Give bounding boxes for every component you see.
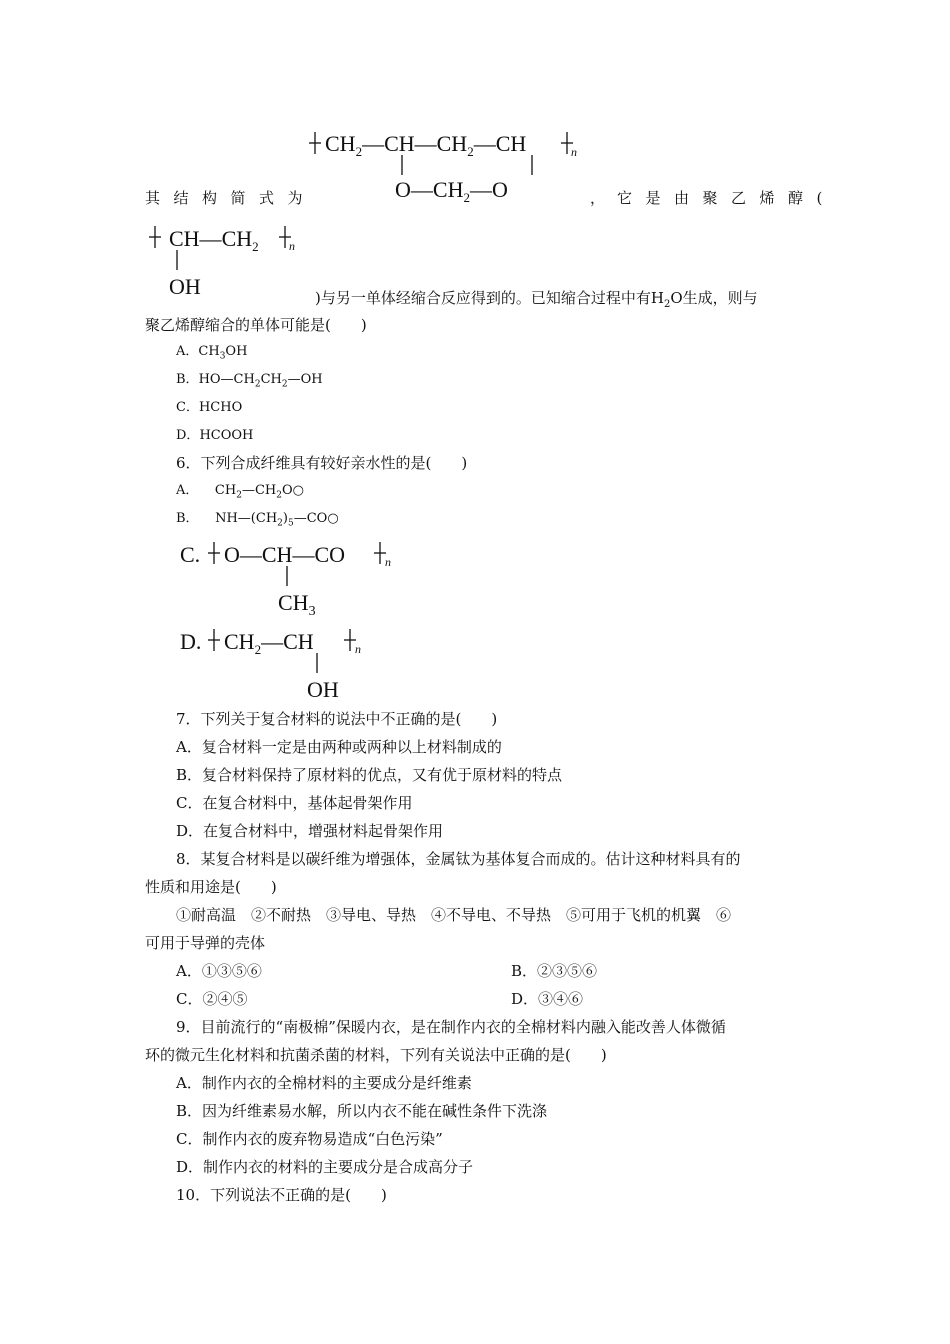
option-label: C.: [180, 542, 201, 567]
polymer-formula-svg: [305, 120, 595, 210]
q6-stem: 6．下列合成纤维具有较好亲水性的是( ): [176, 454, 468, 472]
pva-ch2: CH: [221, 226, 253, 251]
q5-option-d: [176, 426, 253, 446]
sub-3: 3: [308, 604, 316, 619]
q8-stem-line2: 性质和用途是( ): [145, 878, 277, 896]
option-label: B．: [176, 372, 199, 387]
option-text: CH: [214, 483, 237, 498]
sub: 2: [254, 379, 261, 390]
q7-option-c: C．在复合材料中，基体起骨架作用: [176, 794, 413, 812]
q5-lead-comma: ，: [590, 189, 606, 207]
chain-ch: —CH: [261, 629, 314, 654]
option-text: NH—(CH: [215, 511, 278, 526]
pva-ch: CH—: [169, 226, 222, 251]
q8-items-line1: ①耐高温 ②不耐热 ③导电、导热 ④不导电、不导热 ⑤可用于飞机的机翼 ⑥: [176, 906, 732, 924]
option-label: D.: [180, 629, 202, 654]
q9-option-d: D．制作内衣的材料的主要成分是合成高分子: [176, 1158, 474, 1176]
sub-2: 2: [254, 642, 262, 657]
option-label: A．: [176, 483, 199, 498]
q9-stem-line1: 9．目前流行的“南极棉”保暖内衣，是在制作内衣的全棉材料内融入能改善人体微循: [176, 1018, 726, 1036]
option-label: D．: [176, 428, 200, 443]
ch3-text: CH: [278, 590, 309, 615]
q5-option-b: [176, 370, 323, 395]
q7-option-a: A．复合材料一定是由两种或两种以上材料制成的: [176, 738, 502, 756]
top-chain-ch2-b: CH: [436, 131, 468, 156]
svg-text:CH—CH2: [169, 226, 259, 254]
bottom-chain-o-end: —O: [469, 177, 508, 202]
q5-option-a: [176, 342, 247, 367]
q6-option-b: [176, 509, 339, 534]
sub-2: 2: [355, 144, 363, 159]
sub-2: 5: [287, 518, 294, 529]
q6-option-d-svg: [180, 625, 400, 705]
repeat-n: n: [571, 145, 577, 159]
q9-stem-line2: 环的微元生化材料和抗菌杀菌的材料，下列有关说法中正确的是( ): [145, 1046, 607, 1064]
q6-option-c: [180, 538, 410, 618]
sub-2: 2: [276, 490, 282, 501]
q6-option-a: [176, 481, 304, 506]
bottom-chain-o: O—: [395, 177, 433, 202]
sub: 3: [219, 351, 226, 362]
sub-2: 2: [252, 239, 259, 254]
option-label: A．: [176, 344, 199, 359]
svg-text:CH3: [278, 590, 316, 619]
repeat-n: n: [385, 555, 391, 569]
svg-text:CH2—CH—CH2—CH: [325, 131, 526, 159]
top-chain-ch: —CH—: [362, 131, 437, 156]
top-chain-ch-end: —CH: [473, 131, 527, 156]
sub-2: 2: [281, 379, 288, 390]
q7-option-b: B．复合材料保持了原材料的优点，又有优于原材料的特点: [176, 766, 563, 784]
option-label: C．: [176, 400, 199, 415]
q8-stem-line1: 8．某复合材料是以碳纤维为增强体，金属钛为基体复合而成的。估计这种材料具有的: [176, 850, 741, 868]
q6-option-d: [180, 625, 400, 705]
repeat-n: n: [355, 642, 361, 656]
option-text-mid: —CH: [241, 483, 277, 498]
pva-formula-svg: [145, 220, 315, 300]
chain-ch2: CH: [224, 629, 255, 654]
pva-oh: OH: [169, 274, 201, 299]
q8-option-a: A．①③⑤⑥: [176, 962, 262, 980]
sub: 2: [277, 518, 283, 529]
bottom-chain-ch2: CH: [432, 177, 464, 202]
q5-after-pva-end: O生成，则与: [670, 289, 758, 307]
q8-option-c: C．②④⑤: [176, 990, 248, 1008]
option-text-mid: ): [282, 511, 288, 526]
q8-items-line2: 可用于导弹的壳体: [145, 934, 266, 952]
q5-after-pva-text: )与另一单体经缩合反应得到的。已知缩合过程中有H: [315, 289, 664, 307]
option-text-post: O○: [281, 483, 304, 498]
q5-option-c: [176, 398, 242, 418]
q9-option-a: A．制作内衣的全棉材料的主要成分是纤维素: [176, 1074, 472, 1092]
q5-lead-tail: 它是由聚乙烯醇(: [617, 189, 836, 207]
q9-option-b: B．因为纤维素易水解，所以内衣不能在碱性条件下洗涤: [176, 1102, 548, 1120]
option-label: B．: [176, 511, 199, 526]
sub: 2: [236, 490, 242, 501]
q9-option-c: C．制作内衣的废弃物易造成“白色污染”: [176, 1130, 443, 1148]
option-text-post: —OH: [287, 372, 323, 387]
q6-option-c-svg: [180, 538, 410, 618]
q8-option-b: B．②③⑤⑥: [511, 962, 598, 980]
q7-stem: 7．下列关于复合材料的说法中不正确的是( ): [176, 710, 498, 728]
sub-2c: 2: [463, 190, 470, 205]
q5-after-pva: [315, 288, 758, 315]
option-text: HCOOH: [199, 428, 254, 443]
top-chain-ch2-a: CH: [325, 131, 356, 156]
sub-2: 2: [663, 299, 671, 310]
q10-stem: 10．下列说法不正确的是( ): [176, 1186, 387, 1204]
q5-lead-text: 其结构简式为: [145, 189, 317, 207]
sub-2b: 2: [467, 144, 474, 159]
q5-line2: 聚乙烯醇缩合的单体可能是( ): [145, 316, 367, 334]
svg-text:O—CH2—O: [395, 177, 508, 205]
q8-option-d: D．③④⑥: [511, 990, 584, 1008]
option-text-post: OH: [225, 344, 248, 359]
q7-option-d: D．在复合材料中，增强材料起骨架作用: [176, 822, 444, 840]
repeat-n: n: [289, 239, 295, 253]
option-text: CH: [198, 344, 220, 359]
chain-text: O—CH—CO: [224, 542, 346, 567]
oh-text: OH: [307, 677, 339, 702]
svg-text:CH2—CH: [224, 629, 314, 657]
option-text: HO—CH: [198, 372, 255, 387]
polyvinyl-alcohol-structure: [145, 220, 315, 300]
polyvinyl-formal-structure: [305, 120, 595, 210]
option-text: HCHO: [198, 400, 243, 415]
option-text-post: —CO○: [293, 511, 339, 526]
option-text-mid: CH: [260, 372, 282, 387]
